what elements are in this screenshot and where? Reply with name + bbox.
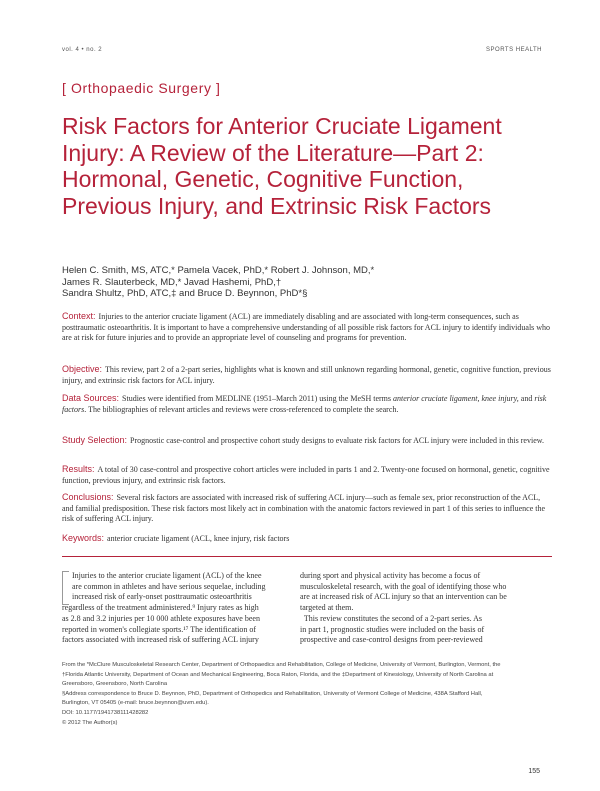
abstract-data-sources	[62, 393, 552, 415]
abstract-heading: Objective:	[62, 364, 103, 374]
body-line: as 2.8 and 3.2 injuries per 10 000 athlete exposures have been	[62, 613, 260, 623]
abstract-text: A total of 30 case-control and prospective cohort articles were included in parts 1 and 2. Twenty-one focused on hormonal, genetic, cognitive function, previous injury, and extrinsic risk factors.	[62, 465, 550, 485]
body-line: are common in athletes and have serious sequelae, including	[72, 581, 266, 591]
author-line: James R. Slauterbeck, MD,* Javad Hashemi, PhD,†	[62, 276, 282, 288]
abstract-heading: Conclusions:	[62, 492, 114, 502]
body-line: musculoskeletal research, with the goal of identifying those who	[300, 581, 507, 591]
abstract-heading: Keywords:	[62, 533, 105, 543]
author-line: Helen C. Smith, MS, ATC,* Pamela Vacek, PhD,* Robert J. Johnson, MD,*	[62, 265, 375, 276]
body-line: during sport and physical activity has become a focus of	[300, 571, 481, 580]
article-title: Risk Factors for Anterior Cruciate Ligament Injury: A Review of the Literature—Part 2: Hormonal, Genetic, Cognitive Function, Previous Injury, and Extrinsic Risk Factors	[62, 113, 502, 219]
body-line: Injuries to the anterior cruciate ligament (ACL) of the knee	[72, 571, 262, 580]
body-line: prospective and case-control designs from peer-reviewed	[300, 635, 483, 645]
footnote-line: Burlington, VT 05405 (e-mail: bruce.beynnon@uvm.edu).	[62, 700, 209, 707]
abstract-keywords	[62, 533, 552, 545]
body-column-right	[300, 571, 552, 646]
body-line: This review constitutes the second of a 2-part series. As	[300, 613, 483, 623]
body-line: are at increased risk of ACL injury so that an intervention can be	[300, 592, 507, 602]
footnote-copyright: © 2012 The Author(s)	[62, 719, 118, 726]
running-header-volume: vol. 4 • no. 2	[62, 47, 103, 53]
footnote-line: From the *McClure Musculoskeletal Research Center, Department of Orthopaedics and Rehabilitation, College of Medicine, University of Vermont, Burlington, Vermont, the	[62, 662, 501, 668]
abstract-results	[62, 464, 552, 486]
page-number: 155	[528, 768, 540, 775]
abstract-text: This review, part 2 of a 2-part series, highlights what is known and still unknown regarding hormonal, genetic, cognitive function, previous injury, and extrinsic risk factors for ACL injury.	[62, 365, 551, 385]
body-line: regardless of the treatment administered.⁹ Injury rates as high	[62, 603, 259, 613]
footnote-line: Greensboro, Greensboro, North Carolina	[62, 681, 168, 688]
abstract-heading: Study Selection:	[62, 435, 128, 445]
abstract-heading: Data Sources:	[62, 393, 120, 403]
abstract-text: . The bibliographies of relevant articles and reviews were cross-referenced to complete the search.	[84, 404, 399, 414]
body-line: factors associated with increased risk of suffering ACL injury	[62, 635, 259, 645]
drop-cap: I	[72, 571, 75, 580]
abstract-objective	[62, 364, 552, 386]
body-line: increased risk of early-onset posttraumatic osteoarthritis	[72, 592, 252, 602]
abstract-text: Studies were identified from MEDLINE (1951–March 2011) using the MeSH terms	[122, 394, 394, 403]
body-line: in part 1, prognostic studies were included on the basis of	[300, 624, 485, 634]
body-line: targeted at them.	[300, 603, 354, 613]
author-list	[62, 265, 502, 300]
footnotes	[62, 661, 562, 728]
abstract-conclusions	[62, 492, 552, 525]
mesh-terms: risk factors	[62, 394, 547, 414]
body-column-left	[62, 571, 294, 646]
keywords-text: anterior cruciate ligament (ACL, knee injury, risk factors	[107, 534, 290, 543]
abstract-context	[62, 311, 552, 344]
abstract-text: Several risk factors are associated with increased risk of suffering ACL injury—such as female sex, prior reconstruction of the ACL, and familial predisposition. These risk factors most likely act in combination with the anatomic factors reviewed in part 1 of this series to influence the risk of suffering ACL injury.	[62, 493, 546, 524]
section-divider	[62, 556, 552, 557]
abstract-text: Injuries to the anterior cruciate ligament (ACL) are immediately disabling and are associated with long-term consequences, such as posttraumatic osteoarthritis. It is important to have a comprehensive understanding of all possible risk factors for ACL injury to identify individuals who are at risk for future injuries and to provide an appropriate level of counseling and programs for prevention.	[62, 312, 551, 343]
footnote-doi: DOI: 10.1177/1941738111428282	[62, 709, 149, 716]
abstract-text: and	[518, 394, 535, 403]
mesh-terms: anterior cruciate ligament, knee injury,	[393, 394, 519, 403]
abstract-text: Prognostic case-control and prospective cohort study designs to evaluate risk factors for ACL injury were included in this review.	[130, 436, 545, 445]
footnote-line: §Address correspondence to Bruce D. Beynnon, PhD, Department of Orthopedics and Rehabilitation, University of Vermont College of Medicine, 438A Stafford Hall,	[62, 690, 483, 697]
running-header-journal: SPORTS HEALTH	[486, 47, 542, 53]
abstract-heading: Context:	[62, 311, 96, 321]
body-line: reported in women's collegiate sports.¹⁷ The identification of	[62, 624, 256, 634]
abstract-heading: Results:	[62, 464, 95, 474]
abstract-study-selection	[62, 435, 552, 447]
author-line: Sandra Shultz, PhD, ATC,‡ and Bruce D. Beynnon, PhD*§	[62, 288, 308, 300]
footnote-line: †Florida Atlantic University, Department of Ocean and Mechanical Engineering, Boca Raton, Florida, and the ‡Department of Kinesiology, University of North Carolina at	[62, 671, 494, 678]
section-label: [ Orthopaedic Surgery ]	[62, 80, 221, 96]
